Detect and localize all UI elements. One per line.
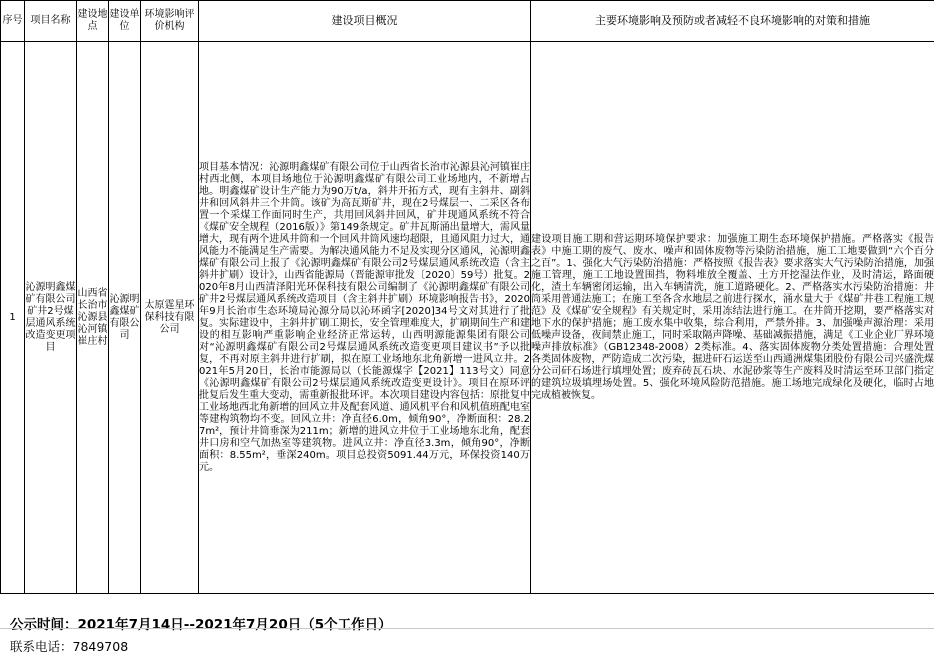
header-overview: 建设项目概况: [199, 1, 531, 42]
publicity-period: 公示时间：2021年7月14日--2021年7月20日（5个工作日）: [10, 617, 392, 633]
header-measures: 主要环境影响及预防或者减轻不良环境影响的对策和措施: [531, 1, 934, 42]
header-name: 项目名称: [25, 1, 77, 42]
contact-phone: 联系电话：7849708: [10, 639, 129, 654]
cell-project-name: 沁源明鑫煤矿有限公司矿井2号煤层通风系统改造变更项目: [25, 42, 77, 594]
header-agency: 环境影响评价机构: [141, 1, 199, 42]
header-unit: 建设单位: [109, 1, 141, 42]
cell-measures: 建设项目施工期和营运期环境保护要求：加强施工期生态环境保护措施。严格落实《报告表》中施工期的废气、废水、噪声和固体废物等污染防治措施，施工工地要做到“六个百分之百”。1、强化大气污染防治措施：严格按照《报告表》要求落实大气污染防治措施，加强施工管理，施工工地设置围挡，物料堆放全覆盖、土方开挖湿法作业，及时清运，路面硬化，渣土车辆密闭运输，出入车辆清洗，施工道路硬化。2、严格落实水污染防治措施：井筒采用普通法施工；在施工至各含水地层之前进行探水，涌水量大于《煤矿井巷工程施工规范》及《煤矿安全规程》有关规定时，采用冻结法进行施工。在井筒开挖期，要严格落实对地下水的保护措施；施工废水集中收集，综合利用，严禁外排。3、加强噪声源治理：采用低噪声设备，夜间禁止施工，同时采取隔声降噪、基础减振措施，满足《工业企业厂界环境噪声排放标准》（GB12348-2008）2类标准。4、落实固体废物分类处置措施：合理处置各类固体废物，严防造成二次污染，掘进矸石运送至山西通洲煤集团股份有限公司兴盛洗煤分公司矸石场进行填埋处置；废弃砖瓦石块、水泥砂浆等生产废料及时清运至环卫部门指定的建筑垃圾填埋场处置。5、强化环境风险防范措施。施工场地完成绿化及硬化，临时占地完成植被恢复。: [531, 42, 934, 594]
footer: [0, 595, 934, 668]
footer-divider: [0, 628, 934, 629]
header-seq: 序号: [1, 1, 25, 42]
table-row: [1, 42, 934, 594]
cell-location: 山西省长治市沁源县沁河镇崔庄村: [77, 42, 109, 594]
cell-seq: 1: [1, 42, 25, 594]
cell-agency: 太原霆星环保科技有限公司: [141, 42, 199, 594]
cell-overview: 项目基本情况：沁源明鑫煤矿有限公司位于山西省长治市沁源县沁河镇崔庄村西北侧，本项目场地位于沁源明鑫煤矿有限公司工业场地内，不新增占地。明鑫煤矿设计生产能力为90万t/a，斜井开拓方式，现有主斜井、副斜井和回风斜井三个井筒。该矿为高瓦斯矿井，现在2号煤层一、二采区各布置一个采煤工作面同时生产，共用回风斜井回风，矿井现通风系统不符合《煤矿安全规程（2016版）》第149条规定。矿井瓦斯涌出量增大，需风量增大，现有两个进风井筒和一个回风井筒风速均超限，且通风阻力过大，通风能力不能满足生产需要。为解决通风能力不足及实现分区通风，沁源明鑫煤矿有限公司上报了《沁源明鑫煤矿有限公司2号煤层通风系统改造（含主斜井扩刷）设计》，山西省能源局（晋能源审批发〔2020〕59号）批复。2020年8月山西清泽阳光环保科技有限公司编制了《沁源明鑫煤矿有限公司矿井2号煤层通风系统改造项目（含主斜井扩刷）环境影响报告书》，2020年9月长治市生态环境局沁源分局以沁环函字[2020]34号文对其进行了批复。实际建设中，主斜井扩刷工期长，安全管理难度大，扩刷期间生产和建设的相互影响严重影响企业经济正常运转，山西明源能源集团有限公司对“沁源明鑫煤矿有限公司2号煤层通风系统改造变更项目建议书”予以批复，不再对原主斜井进行扩刷，拟在原工业场地东北角新增一进风立井。2021年5月20日，长治市能源局以（长能源煤字【2021】113号文）同意《沁源明鑫煤矿有限公司2号煤层通风系统改造变更设计》。项目在原环评批复后发生重大变动，需重新报批环评。本次项目建设内容包括：原批复中工业场地西北角新增的回风立井及配套风道、通风机平台和风机值班配电室等建构筑物均不变。回风立井：净直径6.0m，倾角90°，净断面积：28.27m²，预计井筒垂深为211m；新增的进风立井位于工业场地东北角，配套井口房和空气加热室等建筑物。进风立井：净直径3.3m，倾角90°，净断面积：8.55m²，垂深240m。项目总投资5091.44万元，环保投资140万元。: [199, 42, 531, 594]
cell-unit: 沁源明鑫煤矿有限公司: [109, 42, 141, 594]
header-location: 建设地点: [77, 1, 109, 42]
table-header-row: [1, 1, 934, 42]
